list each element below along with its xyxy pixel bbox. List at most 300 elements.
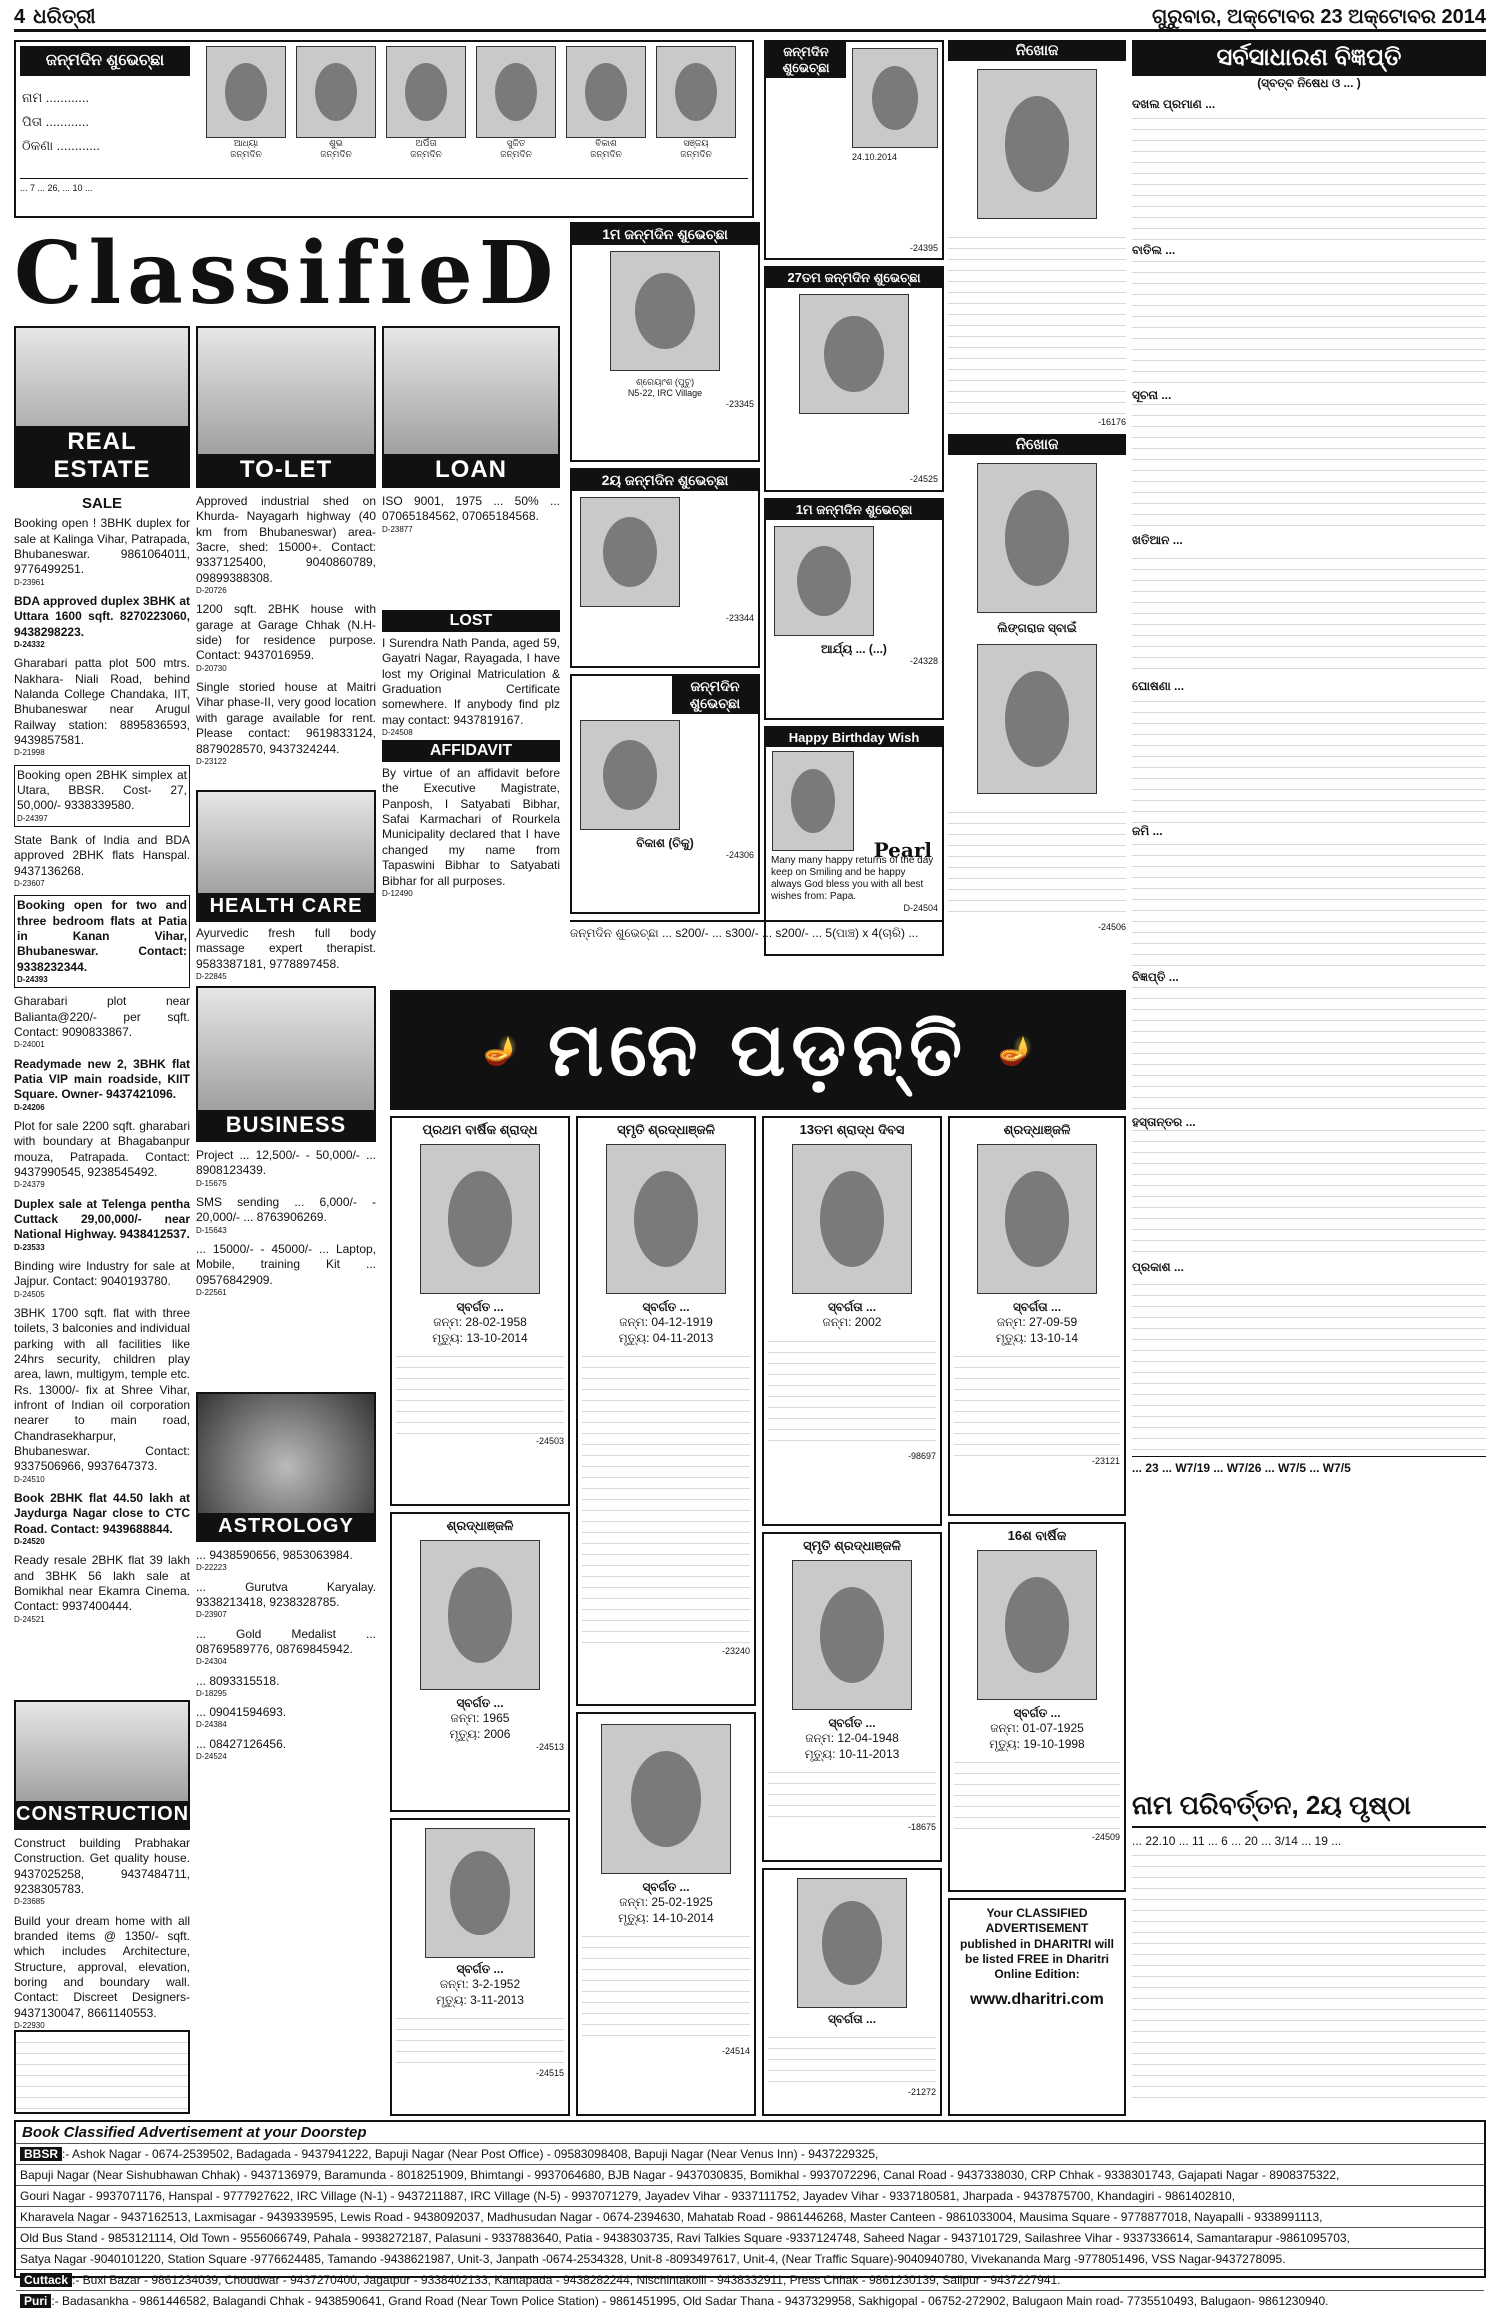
- child-photo: [580, 720, 680, 830]
- ob-text: [954, 1752, 1120, 1832]
- ob-text: [768, 1331, 936, 1451]
- obituary-photo: [977, 1144, 1097, 1294]
- ad-text: State Bank of India and BDA approved 2BHK flats Hanspal. 9437136268.: [14, 832, 190, 878]
- ad-text: SMS sending ... 6,000/- - 20,000/- ... 8763906269.: [196, 1194, 376, 1225]
- public-notice-column: [1132, 40, 1486, 1660]
- ob-date-1: ଜନ୍ମ: 25-02-1925: [619, 1895, 713, 1910]
- child-photo: [206, 46, 286, 138]
- face-shape: [1005, 490, 1070, 586]
- public-notice-subtitle: (ସ୍ବତ୍ବ ନିଷେଧ ଓ ... ): [1257, 76, 1361, 90]
- affidavit-ad: [382, 766, 560, 916]
- card-code: -24306: [725, 850, 754, 861]
- ob-code: -24514: [721, 2046, 750, 2057]
- ad-text: ISO 9001, 1975 ... 50% ... 07065184562, 07065184568.: [382, 494, 560, 524]
- ob-name: ସ୍ବର୍ଗତା ...: [827, 2012, 877, 2026]
- ob-code: -24509: [1091, 1832, 1120, 1843]
- face-shape: [822, 1901, 881, 1984]
- face-shape: [791, 769, 835, 833]
- ob-date-1: ଜନ୍ମ: 12-04-1948: [805, 1731, 899, 1746]
- footer-city: Cuttack: [20, 2273, 72, 2287]
- notice-section: ସୂଚନା ...: [1132, 388, 1486, 403]
- name-change-text: ... 22.10 ... 11 ... 6 ... 20 ... 3/14 ... 19 ...: [1132, 1834, 1486, 1849]
- ad-text: 1200 sqft. 2BHK house with garage at Garage Chhak (N.H-side) for residence purpose. Contact: 9437016959.: [196, 602, 376, 663]
- astrology-ad: [196, 1705, 376, 1731]
- sale-column: [14, 494, 190, 1694]
- sale-ad: [14, 1491, 190, 1547]
- ad-text: Construct building Prabhakar Construction. Get quality house. 9437025258, 9437484711, 9238305783.: [14, 1836, 190, 1897]
- loan-ad: [382, 494, 560, 535]
- face-shape: [405, 63, 448, 122]
- notice-section: ଦଖଲ ପ୍ରମାଣ ...: [1132, 97, 1486, 112]
- photo-sub: ଜନ୍ମଦିନ: [590, 148, 622, 159]
- lost-heading: LOST: [382, 610, 560, 632]
- sale-ad: [14, 656, 190, 758]
- astrology-ad: [196, 1548, 376, 1574]
- card-title: ଜନ୍ମଦିନ ଶୁଭେଚ୍ଛା: [672, 676, 758, 714]
- photo-name: ସୁଜିତ: [506, 138, 526, 148]
- sale-ad: [14, 833, 190, 889]
- ad-text: Book 2BHK flat 44.50 lakh at Jaydurga Nagar close to CTC Road. Contact: 9439688844.: [14, 1490, 190, 1536]
- face-shape: [824, 316, 883, 393]
- astrology-tile: [196, 1392, 376, 1542]
- ob-code: -23121: [1091, 1456, 1120, 1467]
- birthday-photo-card: [386, 46, 466, 160]
- photo-name: ସଞ୍ଜୟ: [683, 138, 709, 148]
- ad-code: D-24508: [382, 728, 413, 738]
- business-ad: [196, 1148, 376, 1189]
- business-tile: [196, 986, 376, 1142]
- obituary-card: [390, 1116, 570, 1506]
- ad-code: D-24393: [17, 974, 48, 984]
- obituary-photo: [792, 1560, 912, 1710]
- face-shape: [450, 1851, 509, 1934]
- ob-name: ସ୍ବର୍ଗତ ...: [456, 1300, 504, 1314]
- to-let-ad: [196, 494, 376, 596]
- ad-code: D-24524: [196, 1752, 227, 1762]
- footer-text: :- Badasankha - 9861446582, Balagandi Chhak - 9438590641, Grand Road (Near Town Police Station) - 9861451995, Old Sadar Thana - 9437329958, Sakhigopal - 06752-272902, Balugaon Main road- 7735510493, Balugaon- 9861230940.: [51, 2294, 1329, 2308]
- ad-code: D-23607: [14, 878, 45, 888]
- astrology-label: ASTROLOGY: [198, 1513, 374, 1540]
- ob-code: -98697: [907, 1450, 936, 1461]
- real-estate-tile: [14, 326, 190, 488]
- ad-code: D-23122: [196, 756, 227, 766]
- astrology-ad: [196, 1737, 376, 1763]
- obituary-grid: [390, 1116, 1126, 2116]
- form-label-father: ପିତା ............: [22, 114, 90, 129]
- doorstep-footer: [14, 2120, 1486, 2308]
- ad-text: Readymade new 2, 3BHK flat Patia VIP main roadside, KIIT Square. Owner- 9437421096.: [14, 1056, 190, 1102]
- missing-code-1: -16176: [1097, 417, 1126, 427]
- face-shape: [872, 66, 918, 130]
- birthday-card-1: [764, 40, 944, 260]
- ad-code: D-24304: [196, 1657, 227, 1667]
- ob-date-1: ଜନ୍ମ: 3-2-1952: [439, 1977, 521, 1992]
- footer-row: [16, 2270, 1484, 2291]
- sale-ad: [14, 1259, 190, 1300]
- adult-photo: [566, 46, 646, 138]
- free-listing-box: [948, 1898, 1126, 2116]
- name-change-section: [1132, 1790, 1486, 2114]
- ob-code: -24515: [535, 2068, 564, 2079]
- photo-name: ଆଧ୍ୟା: [233, 138, 259, 148]
- ad-text: Booking open 2BHK simplex at Utara, BBSR. Cost- 27, 50,000/- 9338339580.: [17, 767, 187, 813]
- ob-date-2: ମୃତ୍ୟୁ: 04-11-2013: [618, 1330, 714, 1345]
- obituary-card: [762, 1116, 942, 1526]
- card-name: ଶ୍ରେୟାଂଶ (ପୁଚୁ): [635, 377, 695, 387]
- ad-code: D-20730: [196, 663, 227, 673]
- ob-name: ସ୍ବର୍ଗତ ...: [456, 1696, 504, 1710]
- ob-head: ଶ୍ରଦ୍ଧାଞ୍ଜଳି: [446, 1518, 514, 1533]
- form-label-name: ନାମ ............: [22, 90, 90, 105]
- card-code: -23344: [725, 613, 754, 623]
- face-shape: [820, 1587, 885, 1683]
- ad-text: Ayurvedic fresh full body massage expert therapist. 9583387181, 9778897458.: [196, 926, 376, 971]
- ob-code: -21272: [907, 2087, 936, 2098]
- ad-text: Approved industrial shed on Khurda- Nayagarh highway (40 km from Bhubaneswar) area-3acre, shed: 15000+. Contact: 9337125400, 9040860789, 09899388308.: [196, 494, 376, 585]
- obituary-card: [948, 1116, 1126, 1516]
- ob-text: [768, 2027, 936, 2087]
- ad-text: Build your dream home with all branded items @ 1350/- sqft. which includes Architecture, Structure, approval, elevation, boring and boundary wall. Contact: Discreet Designers- 9437130047, 8661140553.: [14, 1913, 190, 2020]
- ob-text: [396, 2008, 564, 2068]
- missing-name-2: ଲିଙ୍ଗରାଜ ସ୍ବାଇଁ: [997, 620, 1077, 635]
- dateline: ଗୁରୁବାର, ଅକ୍ଟୋବର 23 ଅକ୍ଟୋବର 2014: [1151, 6, 1486, 28]
- footer-text: Bapuji Nagar (Near Sishubhawan Chhak) - 9437136979, Baramunda - 8018251909, Bhimtangi - 9937064680, BJB Nagar - 9437030835, Bomikhal - 9937072296, Canal Road - 9437338030, CRP Chhak - 9338301743, Gajapati Nagar - 8908375322,: [20, 2168, 1340, 2182]
- birthday-strip-note: ... 7 ... 26, ... 10 ...: [20, 178, 748, 194]
- ad-text: Project ... 12,500/- - 50,000/- ... 8908123439.: [196, 1148, 376, 1178]
- ad-code: D-22930: [14, 2021, 45, 2031]
- public-notice-body: [1132, 97, 1486, 1457]
- ad-text: ... 08427126456.: [196, 1736, 287, 1751]
- ob-date-1: ଜନ୍ମ: 27-09-59: [996, 1315, 1078, 1330]
- birthday-strip: [14, 40, 754, 218]
- construction-tile: [14, 1700, 190, 1830]
- ad-text: ... 9438590656, 9853063984.: [196, 1548, 353, 1562]
- ad-code: D-24206: [14, 1102, 45, 1112]
- ob-code: -24513: [535, 1742, 564, 1753]
- ad-code: D-24520: [14, 1537, 45, 1547]
- ob-date-2: ମୃତ୍ୟୁ: 3-11-2013: [436, 1992, 524, 2007]
- birthday-card-4: [570, 674, 760, 914]
- loan-tile: [382, 326, 560, 488]
- face-shape: [631, 1751, 701, 1847]
- footer-text: :- Buxi Bazar - 9861234039, Choudwar - 9437270400, Jagatpur - 9338402133, Kantapada - 9438282244, Nischintakoili - 9438332911, Press Chhak - 9861230139, Salipur - 9437227941.: [72, 2273, 1061, 2287]
- sale-ad: [14, 1553, 190, 1625]
- sale-heading: SALE: [81, 495, 122, 512]
- photo-name: ଶୁଭ: [329, 138, 343, 148]
- card-title: 1ମ ଜନ୍ମଦିନ ଶୁଭେଚ୍ଛା: [766, 500, 942, 520]
- ad-code: D-24001: [14, 1040, 45, 1050]
- ad-text: Binding wire Industry for sale at Jajpur. Contact: 9040193780.: [14, 1258, 190, 1289]
- sale-ad: [14, 1197, 190, 1253]
- card-name: ଆର୍ଯ୍ୟ ... (...): [821, 642, 887, 656]
- to-let-label: TO-LET: [198, 454, 374, 486]
- obituary-photo: [420, 1144, 540, 1294]
- astrology-ad: [196, 1580, 376, 1621]
- business-ad: [196, 1195, 376, 1236]
- ob-name: ସ୍ବର୍ଗତ ...: [456, 1962, 504, 1976]
- ad-code: D-24521: [14, 1614, 45, 1624]
- name-change-title: ନାମ ପରିବର୍ତ୍ତନ, 2ୟ ପୃଷ୍ଠା: [1132, 1790, 1486, 1828]
- obituary-photo: [425, 1828, 535, 1958]
- footer-row: [16, 2144, 1484, 2165]
- sale-ad: [14, 1057, 190, 1113]
- construction-ad: [14, 1914, 190, 2032]
- to-let-tile: [196, 326, 376, 488]
- child-photo: [852, 48, 938, 148]
- ob-head: ସ୍ମୃତି ଶ୍ରଦ୍ଧାଞ୍ଜଳି: [617, 1122, 715, 1137]
- obituary-banner: [390, 990, 1126, 1110]
- child-photo: [296, 46, 376, 138]
- birthday-rate-note: ଜନ୍ମଦିନ ଶୁଭେଚ୍ଛା ... s200/- ... s300/- ... s200/- ... 5(ପାଞ୍ଚ) x 4(ଚାରି) ...: [570, 920, 944, 990]
- ad-code: D-23907: [196, 1610, 227, 1620]
- notice-section: ଘୋଷଣା ...: [1132, 679, 1486, 694]
- health-column: [196, 926, 376, 982]
- face-shape: [603, 517, 657, 587]
- loan-label: LOAN: [384, 454, 558, 486]
- birthday-card-2: [570, 222, 760, 462]
- obituary-card: [576, 1116, 756, 1706]
- obituary-photo: [420, 1540, 540, 1690]
- lost-ad-body: [382, 636, 560, 738]
- face-shape: [675, 63, 718, 122]
- face-shape: [585, 63, 628, 122]
- ad-code: D-12490: [382, 888, 413, 898]
- footer-city: Puri: [20, 2294, 51, 2308]
- face-shape: [634, 1171, 699, 1267]
- ad-code: D-15675: [196, 1178, 227, 1188]
- ob-head: 13ତମ ଶ୍ରାଦ୍ଧ ଦିବସ: [799, 1122, 905, 1137]
- ad-text: ... 09041594693.: [196, 1705, 287, 1720]
- obituary-card: [390, 1818, 570, 2116]
- notice-section: ଜମି ...: [1132, 824, 1486, 839]
- diya-icon: 🪔: [483, 1034, 519, 1066]
- obituary-card: [948, 1522, 1126, 1892]
- face-shape: [1005, 671, 1070, 767]
- sale-ad: [14, 1306, 190, 1485]
- ob-text: [582, 1346, 750, 1646]
- footer-row: [16, 2165, 1484, 2186]
- adult-photo: [799, 294, 909, 414]
- card-title: 2ୟ ଜନ୍ମଦିନ ଶୁଭେଚ୍ଛା: [572, 470, 758, 491]
- ob-date-1: ଜନ୍ମ: 2002: [822, 1315, 882, 1330]
- card-name: ବିକାଶ (ଚିକୁ): [636, 836, 694, 850]
- obituary-photo: [797, 1878, 907, 2008]
- page-number: 4: [14, 6, 26, 28]
- ad-code: D-24384: [196, 1720, 227, 1730]
- ob-name: ସ୍ବର୍ଗତ ...: [642, 1300, 690, 1314]
- wish-name: Pearl: [873, 838, 932, 862]
- ob-text: [768, 1762, 936, 1822]
- adult-photo: [476, 46, 556, 138]
- business-column: [196, 1148, 376, 1388]
- card-code: -24328: [909, 656, 938, 667]
- photo-name: ଅର୍ପିତା: [415, 138, 437, 148]
- photo-name: ବିକାଶ: [595, 138, 617, 148]
- ad-code: D-15643: [196, 1225, 227, 1235]
- obituary-photo: [977, 1550, 1097, 1700]
- child-photo: [656, 46, 736, 138]
- loan-column: [382, 494, 560, 608]
- footer-text: :- Ashok Nagar - 0674-2539502, Badagada - 9437941222, Bapuji Nagar (Near Post Office) - 09583098408, Bapuji Nagar (Near Venus Inn) - 9437229325,: [62, 2147, 879, 2161]
- photo-sub: ଜନ୍ମଦିନ: [680, 148, 712, 159]
- lost-ad: [382, 636, 560, 736]
- missing-text-2: [948, 802, 1126, 922]
- footer-text: Satya Nagar -9040101220, Station Square -9776624485, Tamando -9438621987, Unit-3, Janpath -0674-2534328, Unit-8 -8093497617, Unit-4, (Near Traffic Square)-9040940780, Vivekananda Marg -9778051496, VSS Nagar-9437278095.: [20, 2252, 1286, 2266]
- sale-ad: [14, 765, 190, 827]
- ad-text: ... 15000/- - 45000/- ... Laptop, Mobile, training Kit ... 09576842909.: [196, 1241, 376, 1287]
- ad-code: D-24505: [14, 1289, 45, 1299]
- wish-code: D-24504: [903, 903, 938, 913]
- construction-ad: [14, 1836, 190, 1908]
- business-label: BUSINESS: [198, 1110, 374, 1140]
- ob-date-1: ଜନ୍ମ: 1965: [450, 1711, 510, 1726]
- ad-code: D-24397: [17, 813, 48, 823]
- ad-text: Ready resale 2BHK flat 39 lakh and 3BHK 56 lakh sale at Bomikhal near Ekamra Cinema. Contact: 9937400444.: [14, 1553, 190, 1614]
- sale-ad: [14, 895, 190, 988]
- ad-code: D-22845: [196, 972, 227, 982]
- ob-date-2: ମୃତ୍ୟୁ: 13-10-14: [995, 1330, 1079, 1345]
- card-title: ଜନ୍ମଦିନ ଶୁଭେଚ୍ଛା: [766, 42, 846, 78]
- notice-section: ହସ୍ତାନ୍ତର ...: [1132, 1115, 1486, 1130]
- name-change-body: [1132, 1834, 1486, 2104]
- diya-icon: 🪔: [997, 1034, 1033, 1066]
- to-let-ad: [196, 602, 376, 674]
- bottom-left-notice: [14, 2030, 190, 2114]
- face-shape: [603, 740, 657, 810]
- ad-text: ... Gold Medalist ... 08769589776, 08769845942.: [196, 1626, 376, 1656]
- construction-label: CONSTRUCTION: [16, 1801, 188, 1828]
- ad-text: By virtue of an affidavit before the Executive Magistrate, Panposh, I Satyabati Bibhar, Safai Karmachari of Rourkela Municipality declared that I have changed my name from Tapaswini Bibhar to Satyabati Bibhar for all purposes.: [382, 766, 560, 888]
- ad-code: D-24332: [14, 639, 45, 649]
- affidavit-ad-body: [382, 766, 560, 899]
- birthday-photo-card: [566, 46, 646, 160]
- face-shape: [495, 63, 538, 122]
- face-shape: [1005, 1171, 1070, 1267]
- footer-row: [16, 2186, 1484, 2207]
- birthday-strip-form: [22, 86, 100, 158]
- footer-city: BBSR: [20, 2147, 62, 2161]
- public-notice-footer: ... 23 ... W7/19 ... W7/26 ... W7/5 ... W7/5: [1132, 1461, 1351, 1476]
- ad-text: 3BHK 1700 sqft. flat with three toilets, 3 balconies and individual parking with all facilities like 24hrs security, children play area, lawn, multigym, temple etc. Rs. 13000/- fix at Shree Vihar, infront of Indian oil corporation nearer to main road, Chandrasekharpur, Bhubaneswar. Contact: 9337506966, 9937647373.: [14, 1305, 190, 1474]
- birthday-photo-card: [206, 46, 286, 160]
- ob-code: -18675: [907, 1822, 936, 1833]
- footer-row: [16, 2207, 1484, 2228]
- missing-photo-2a: [977, 463, 1097, 613]
- ad-code: D-24379: [14, 1180, 45, 1190]
- child-photo: [774, 526, 874, 636]
- missing-photo-2b: [977, 644, 1097, 794]
- ad-text: Gharabari plot near Balianta@220/- per sqft. Contact: 9090833867.: [14, 994, 190, 1039]
- birthday-photo-card: [476, 46, 556, 160]
- footer-text: Kharavela Nagar - 9437162513, Laxmisagar - 9439339595, Lewis Road - 9438092037, Madhusudan Nagar - 0674-2394630, Mahatab Road - 9861446268, Master Canteen - 9861033004, Mausima Square - 9778877018, Nayapalli - 9338991113,: [20, 2210, 1323, 2224]
- form-label-address: ଠିକଣା ............: [22, 138, 101, 153]
- ad-text: Plot for sale 2200 sqft. gharabari with boundary at Bhagabanpur mouza, Patrapada. Contact: 9437990545, 9238545492.: [14, 1118, 190, 1179]
- ad-text: Gharabari patta plot 500 mtrs. Nakhara- Niali Road, behind Nalanda College Chandaka, IIT, Bhubaneswar near Arugul Railway station: 8895836593, 9439857581.: [14, 656, 190, 747]
- ad-text: Booking open for two and three bedroom flats at Patia in Kanan Vihar, Bhubaneswar. Contact: 9338232344.: [17, 898, 187, 974]
- health-care-label: HEALTH CARE: [198, 893, 374, 920]
- classified-banner: ClassifieD: [14, 223, 560, 324]
- photo-sub: ଜନ୍ମଦିନ: [320, 148, 352, 159]
- affidavit-heading: AFFIDAVIT: [382, 740, 560, 762]
- footer-title: Book Classified Advertisement at your Doorstep: [16, 2122, 1484, 2144]
- face-shape: [225, 63, 268, 122]
- notice-section: ଖତିଆନ ...: [1132, 533, 1486, 548]
- ad-code: D-23961: [14, 577, 45, 587]
- footer-row: [16, 2249, 1484, 2270]
- public-notice-title: ସର୍ବସାଧାରଣ ବିଜ୍ଞପ୍ତି: [1132, 40, 1486, 76]
- ob-text: [582, 1926, 750, 2046]
- footer-row: [16, 2228, 1484, 2249]
- birthday-strip-title: ଜନ୍ମଦିନ ଶୁଭେଚ୍ଛା: [20, 46, 190, 76]
- obituary-card: [390, 1512, 570, 1812]
- ob-date-2: ମୃତ୍ୟୁ: 14-10-2014: [618, 1910, 714, 1925]
- birthday-card-27th: [764, 266, 944, 492]
- obituary-banner-title: ମନେ ପଡ଼ନ୍ତି: [548, 1007, 968, 1091]
- ob-date-1: ଜନ୍ମ: 01-07-1925: [990, 1721, 1084, 1736]
- ad-code: D-22561: [196, 1287, 227, 1297]
- page-header: [14, 4, 1486, 32]
- missing-code-2: -24506: [1097, 922, 1126, 933]
- real-estate-label: REAL ESTATE: [16, 426, 188, 486]
- ad-text: ... 8093315518.: [196, 1673, 280, 1688]
- ob-name: ସ୍ବର୍ଗତ ...: [642, 1880, 690, 1894]
- obituary-photo: [792, 1144, 912, 1294]
- ob-name: ସ୍ବର୍ଗତା ...: [1012, 1300, 1062, 1314]
- health-care-tile: [196, 790, 376, 922]
- obituary-card: [762, 1532, 942, 1862]
- notice-section: ପ୍ରକାଶ ...: [1132, 1260, 1486, 1275]
- astrology-column: [196, 1548, 376, 2114]
- ob-date-1: ଜନ୍ମ: 04-12-1919: [619, 1315, 713, 1330]
- obituary-photo: [601, 1724, 731, 1874]
- face-shape: [315, 63, 358, 122]
- ob-text: [396, 1346, 564, 1436]
- footer-text: Old Bus Stand - 9853121114, Old Town - 9556066749, Pahala - 9938272187, Palasuni - 9337883640, Patia - 9438303735, Ravi Talkies Square -9337124748, Saheed Nagar - 9437101729, Sailashree Vihar - 9337336614, Samantarapur -9861095703,: [20, 2231, 1350, 2245]
- ob-date-2: ମୃତ୍ୟୁ: 10-11-2013: [804, 1746, 900, 1761]
- card-date: 24.10.2014: [852, 152, 898, 162]
- to-let-column: [196, 494, 376, 784]
- ad-code: D-21998: [14, 748, 45, 758]
- obituary-card: [762, 1868, 942, 2116]
- ad-text: Booking open ! 3BHK duplex for sale at Kalinga Vihar, Patrapada, Bhubaneswar. 9861064011, 9776499251.: [14, 516, 190, 577]
- ad-code: D-23877: [382, 524, 413, 534]
- face-shape: [797, 546, 851, 616]
- astrology-ad: [196, 1674, 376, 1700]
- ob-code: -23240: [721, 1646, 750, 1657]
- photo-sub: ଜନ୍ମଦିନ: [230, 148, 262, 159]
- ob-date-1: ଜନ୍ମ: 28-02-1958: [433, 1315, 527, 1330]
- construction-column: [14, 1836, 190, 2031]
- child-photo: [386, 46, 466, 138]
- ad-code: D-22223: [196, 1563, 227, 1573]
- to-let-ad: [196, 680, 376, 767]
- ob-head: 16ଶ ବାର୍ଷିକ: [1007, 1528, 1067, 1543]
- ad-text: Single storied house at Maitri Vihar phase-II, very good location with garage available for rent. Please contact: 9619833124, 8879028570, 9437324244.: [196, 680, 376, 756]
- sale-ad: [14, 994, 190, 1050]
- obituary-card: [576, 1712, 756, 2116]
- face-shape: [448, 1171, 513, 1267]
- card-code: -24395: [909, 243, 938, 254]
- birthday-card-1st: [764, 498, 944, 720]
- birthday-card-3: [570, 468, 760, 668]
- header-left: [14, 6, 96, 29]
- ad-code: D-20726: [196, 586, 227, 596]
- ob-name: ସ୍ବର୍ଗତା ...: [827, 1300, 877, 1314]
- ob-name: ସ୍ବର୍ଗତ ...: [1013, 1706, 1061, 1720]
- dharitri-link[interactable]: www.dharitri.com: [970, 1990, 1104, 2008]
- footer-text: Gouri Nagar - 9937071176, Hanspal - 9777927622, IRC Village (N-1) - 9437211887, IRC Village (N-5) - 9937071279, Jayadev Vihar - 9337111752, Jayadev Vihar - 9337180581, Jharpada - 9437875700, Khandagiri - 9861402810,: [20, 2189, 1236, 2203]
- ad-text: ... Gurutva Karyalay. 9338213418, 9238328785.: [196, 1579, 376, 1609]
